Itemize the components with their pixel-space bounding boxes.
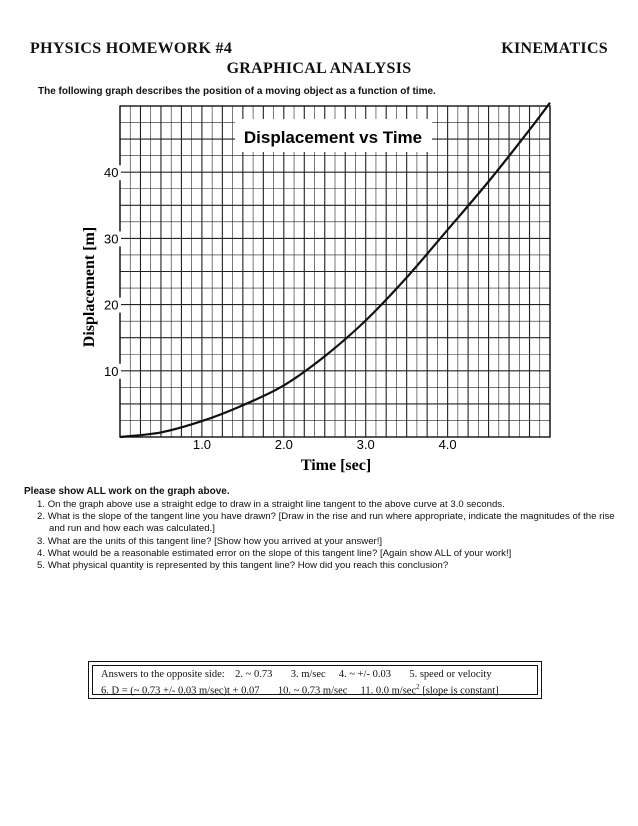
chart-title-box bbox=[235, 119, 432, 152]
answers-inner-border bbox=[92, 665, 538, 695]
x-tick-label: 2.0 bbox=[274, 437, 293, 452]
intro-text: The following graph describes the position of a moving object as a function of time. bbox=[38, 86, 436, 97]
y-tick-label: 30 bbox=[104, 231, 119, 247]
question-number: 2. bbox=[37, 511, 46, 523]
question-number: 5. bbox=[37, 560, 46, 572]
answers-line-2-main: 6. D = (~ 0.73 +/- 0.03 m/sec)t + 0.07 10. ~ 0.73 m/sec 11. 0.0 m/sec bbox=[101, 685, 417, 697]
questions-title: Please show ALL work on the graph above. bbox=[24, 486, 230, 497]
answers-line-2-sup: 2 bbox=[416, 683, 420, 691]
y-tick-labels bbox=[101, 165, 121, 379]
question-item bbox=[37, 548, 627, 560]
question-text: On the graph above use a straight edge to draw in a straight line tangent to the above curve at 3.0 seconds. bbox=[47, 499, 505, 510]
question-item bbox=[37, 511, 627, 535]
y-axis-label: Displacement [m] bbox=[81, 226, 98, 348]
question-number: 3. bbox=[37, 535, 46, 547]
question-item bbox=[37, 560, 627, 572]
header-subtitle: GRAPHICAL ANALYSIS bbox=[226, 60, 412, 77]
x-tick-label: 3.0 bbox=[356, 437, 375, 452]
question-number: 4. bbox=[37, 547, 46, 559]
answers-line-2-tail: [slope is constant] bbox=[419, 685, 499, 697]
header-left: PHYSICS HOMEWORK #4 bbox=[30, 40, 233, 57]
question-number: 1. bbox=[37, 499, 46, 510]
questions-list bbox=[37, 499, 627, 572]
question-item bbox=[37, 499, 627, 511]
answers-box bbox=[88, 661, 542, 699]
question-text: What would be a reasonable estimated error on the slope of this tangent line? [Again show ALL of your work!] bbox=[47, 547, 512, 559]
header-right: KINEMATICS bbox=[501, 40, 608, 57]
question-item bbox=[37, 536, 627, 548]
question-text: What are the units of this tangent line? [Show how you arrived at your answer!] bbox=[47, 535, 383, 547]
question-text: What physical quantity is represented by this tangent line? How did you reach this conclusion? bbox=[47, 560, 449, 572]
y-tick-label: 20 bbox=[104, 297, 119, 313]
x-axis-label: Time [sec] bbox=[300, 457, 372, 474]
answers-line-1: Answers to the opposite side: 2. ~ 0.73 3. m/sec 4. ~ +/- 0.03 5. speed or velocity bbox=[101, 669, 492, 680]
y-tick-label: 10 bbox=[104, 363, 119, 379]
question-text: What is the slope of the tangent line you have drawn? [Draw in the rise and run where appropriate, indicate the magnitudes of the rise and run and how each was calculated.] bbox=[47, 511, 615, 535]
x-tick-label: 1.0 bbox=[192, 437, 211, 452]
x-tick-labels bbox=[188, 437, 462, 452]
x-tick-label: 4.0 bbox=[438, 437, 457, 452]
y-tick-label: 40 bbox=[104, 165, 119, 181]
chart-title: Displacement vs Time bbox=[243, 128, 423, 147]
answers-line-2 bbox=[101, 683, 499, 697]
